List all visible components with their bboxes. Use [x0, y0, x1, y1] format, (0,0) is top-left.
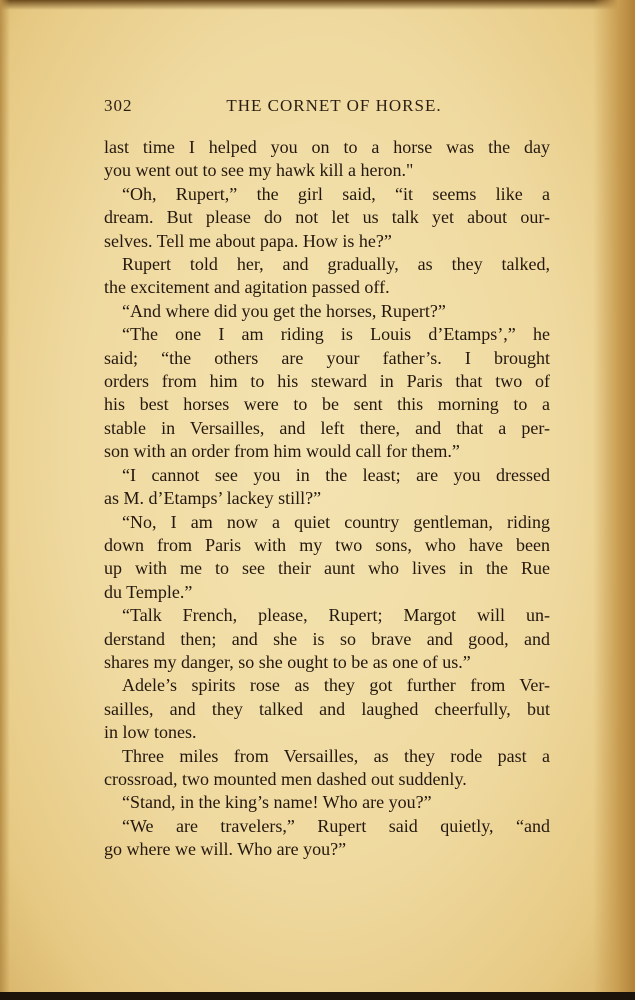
text-line: “Talk French, please, Rupert; Margot will un-	[122, 605, 550, 626]
page-top-edge	[0, 0, 635, 10]
text-line: up with me to see their aunt who lives in the Rue	[104, 558, 550, 579]
text-line: “We are travelers,” Rupert said quietly, “and	[122, 815, 550, 836]
text-line: as M. d’Etamps’ lackey still?”	[104, 488, 322, 509]
text-line: “Stand, in the king’s name! Who are you?”	[122, 792, 432, 813]
paragraph	[104, 604, 550, 674]
text-line: orders from him to his steward in Paris that two of	[104, 371, 550, 392]
text-line: sailles, and they talked and laughed cheerfully, but	[104, 698, 550, 719]
text-line: “The one I am riding is Louis d’Etamps’,” he	[122, 324, 550, 345]
page-bottom-edge	[0, 992, 635, 1000]
paragraph	[104, 253, 550, 300]
text-line: “I cannot see you in the least; are you dressed	[122, 464, 550, 485]
paragraph	[104, 183, 550, 253]
text-line: derstand then; and she is so brave and good, and	[104, 628, 550, 649]
text-line: “Oh, Rupert,” the girl said, “it seems like a	[122, 183, 550, 204]
paragraph	[104, 791, 550, 814]
paragraph	[104, 745, 550, 792]
text-line: du Temple.”	[104, 581, 193, 602]
paragraph	[104, 136, 550, 183]
text-line: you went out to see my hawk kill a heron."	[104, 160, 414, 181]
paragraph	[104, 815, 550, 862]
text-line: in low tones.	[104, 722, 197, 743]
text-line: “And where did you get the horses, Rupert?”	[122, 300, 446, 321]
text-line: shares my danger, so she ought to be as one of us.”	[104, 651, 471, 672]
text-line: dream. But please do not let us talk yet about our-	[104, 207, 550, 228]
paragraph	[104, 464, 550, 511]
text-line: down from Paris with my two sons, who have been	[104, 534, 550, 555]
page-left-edge	[0, 0, 10, 1000]
text-line: crossroad, two mounted men dashed out suddenly.	[104, 768, 467, 789]
running-head: THE CORNET OF HORSE.	[226, 96, 442, 115]
text-line: go where we will. Who are you?”	[104, 839, 347, 860]
page-header	[104, 96, 550, 120]
text-line: stable in Versailles, and left there, and that a per-	[104, 417, 550, 438]
body-text	[104, 136, 550, 862]
text-line: selves. Tell me about papa. How is he?”	[104, 230, 392, 251]
page-right-edge	[593, 0, 635, 1000]
text-line: his best horses were to be sent this morning to a	[104, 394, 550, 415]
text-line: Rupert told her, and gradually, as they talked,	[122, 254, 550, 275]
text-line: son with an order from him would call for them.”	[104, 441, 460, 462]
text-line: Three miles from Versailles, as they rode past a	[122, 745, 550, 766]
text-line: said; “the others are your father’s. I brought	[104, 347, 550, 368]
text-line: “No, I am now a quiet country gentleman, riding	[122, 511, 550, 532]
text-line: the excitement and agitation passed off.	[104, 277, 390, 298]
paragraph	[104, 300, 550, 323]
page-number: 302	[104, 96, 133, 115]
text-line: last time I helped you on to a horse was the day	[104, 137, 550, 157]
text-line: Adele’s spirits rose as they got further from Ver-	[122, 675, 550, 696]
paragraph	[104, 674, 550, 744]
paragraph	[104, 323, 550, 463]
paragraph	[104, 511, 550, 605]
